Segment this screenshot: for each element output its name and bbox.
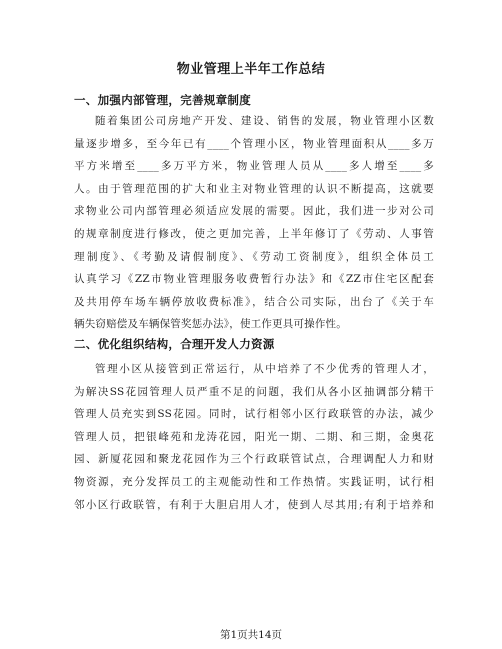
paragraph-line: 物资源，充分发挥员工的主观能动性和工作热情。实践证明，试行相: [74, 475, 434, 488]
section-body-2: [74, 358, 434, 516]
paragraph-line: 随着集团公司房地产开发、建设、销售的发展，物业管理小区数: [95, 115, 434, 127]
paragraph-line: 管理人员充实到SS花园。同时，试行相邻小区行政联管的办法，减少: [74, 408, 434, 421]
document-title: 物业管理上半年工作总结: [176, 62, 326, 77]
paragraph-line: 认真学习《ZZ市物业管理服务收费暂行办法》和《ZZ市住宅区配套: [74, 273, 434, 286]
paragraph-line: 求物业公司内部管理必须适应发展的需要。因此，我们进一步对公司: [74, 205, 434, 218]
section-heading-2: 二、优化组织结构，合理开发人力资源: [74, 337, 275, 351]
paragraph-line: 管理小区从接管到正常运行，从中培养了不少优秀的管理人才，: [95, 363, 434, 375]
paragraph-line: 平方米增至____多万平方米，物业管理人员从____多人增至____多: [74, 160, 434, 173]
paragraph-line: 为解决SS花园管理人员严重不足的问题，我们从各小区抽调部分精干: [74, 385, 434, 398]
paragraph-line: 管理人员，把银峰苑和龙涛花园，阳光一期、二期、和三期，金奥花: [74, 430, 434, 443]
paragraph-line: 辆失窃赔偿及车辆保管奖惩办法》，使工作更具可操作性。: [74, 318, 347, 331]
paragraph-line: 园、新厦花园和聚龙花园作为三个行政联管试点，合理调配人力和财: [74, 453, 434, 466]
paragraph-line: 邻小区行政联管，有利于大胆启用人才，使到人尽其用;有利于培养和: [74, 498, 434, 511]
paragraph-line: 及共用停车场车辆停放收费标准》，结合公司实际，出台了《关于车: [74, 295, 434, 308]
paragraph-line: 的规章制度进行修改，使之更加完善，上半年修订了《劳动、人事管: [74, 227, 434, 240]
section-heading-1: 一、加强内部管理，完善规章制度: [74, 93, 251, 107]
paragraph-line: 理制度》、《考勤及请假制度》、《劳动工资制度》，组织全体员工: [74, 250, 434, 263]
paragraph-line: 人。由于管理范围的扩大和业主对物业管理的认识不断提高，这就要: [74, 182, 434, 195]
section-body-1: [74, 110, 434, 336]
paragraph-line: 量逐步增多，至今年已有____个管理小区，物业管理面积从____多万: [74, 137, 434, 150]
page-number-footer: 第1页共14页: [219, 629, 283, 641]
